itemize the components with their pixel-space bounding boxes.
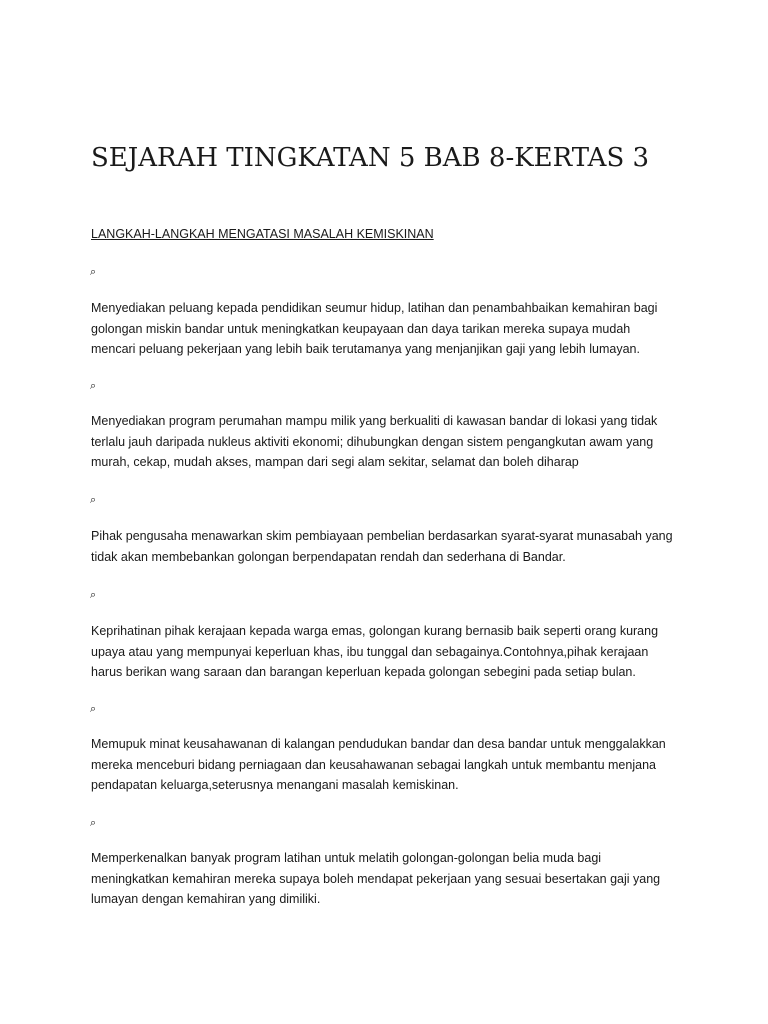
magnifier-bullet-icon: ⌕: [90, 702, 97, 715]
paragraph-1: Menyediakan peluang kepada pendidikan seumur hidup, latihan dan penambahbaikan kemahiran bagi golongan miskin bandar untuk meningkatkan keupayaan dan daya tarikan mereka supaya mudah mencari peluang pekerjaan yang lebih baik terutamanya yang menjanjikan gaji yang lebih lumayan.: [91, 301, 658, 356]
paragraph-6: Memperkenalkan banyak program latihan untuk melatih golongan-golongan belia muda bagi meningkatkan kemahiran mereka supaya boleh mendapat pekerjaan yang sesuai besertakan gaji yang lumayan dengan kemahiran yang dimiliki.: [91, 851, 661, 906]
paragraph-2: Menyediakan program perumahan mampu milik yang berkualiti di kawasan bandar di lokasi yang tidak terlalu jauh daripada nukleus aktiviti ekonomi; dihubungkan dengan sistem pengangkutan awam yang murah, cekap, mudah akses, mampan dari segi alam sekitar, selamat dan boleh diharap: [91, 414, 658, 469]
magnifier-bullet-icon: ⌕: [90, 588, 97, 601]
magnifier-bullet-icon: ⌕: [90, 493, 97, 506]
magnifier-bullet-icon: ⌕: [90, 816, 97, 829]
document-title: SEJARAH TINGKATAN 5 BAB 8-KERTAS 3: [91, 143, 650, 173]
magnifier-bullet-icon: ⌕: [90, 265, 97, 278]
paragraph-4: Keprihatinan pihak kerajaan kepada warga emas, golongan kurang bernasib baik seperti orang kurang upaya atau yang mempunyai keperluan khas, ibu tunggal dan sebagainya.Contohnya,pihak kerajaan harus berikan wang saraan dan barangan keperluan kepada golongan sebegini pada setiap bulan.: [91, 624, 659, 679]
magnifier-bullet-icon: ⌕: [90, 379, 97, 392]
section-heading: LANGKAH-LANGKAH MENGATASI MASALAH KEMISKINAN: [91, 227, 434, 241]
paragraph-3: Pihak pengusaha menawarkan skim pembiayaan pembelian berdasarkan syarat-syarat munasabah yang tidak akan membebankan golongan berpendapatan rendah dan sederhana di Bandar.: [91, 529, 673, 564]
paragraph-5: Memupuk minat keusahawanan di kalangan pendudukan bandar dan desa bandar untuk menggalakkan mereka menceburi bidang perniagaan dan keusahawanan sebagai langkah untuk membantu menjana pendapatan keluarga,seterusnya menangani masalah kemiskinan.: [91, 737, 666, 792]
